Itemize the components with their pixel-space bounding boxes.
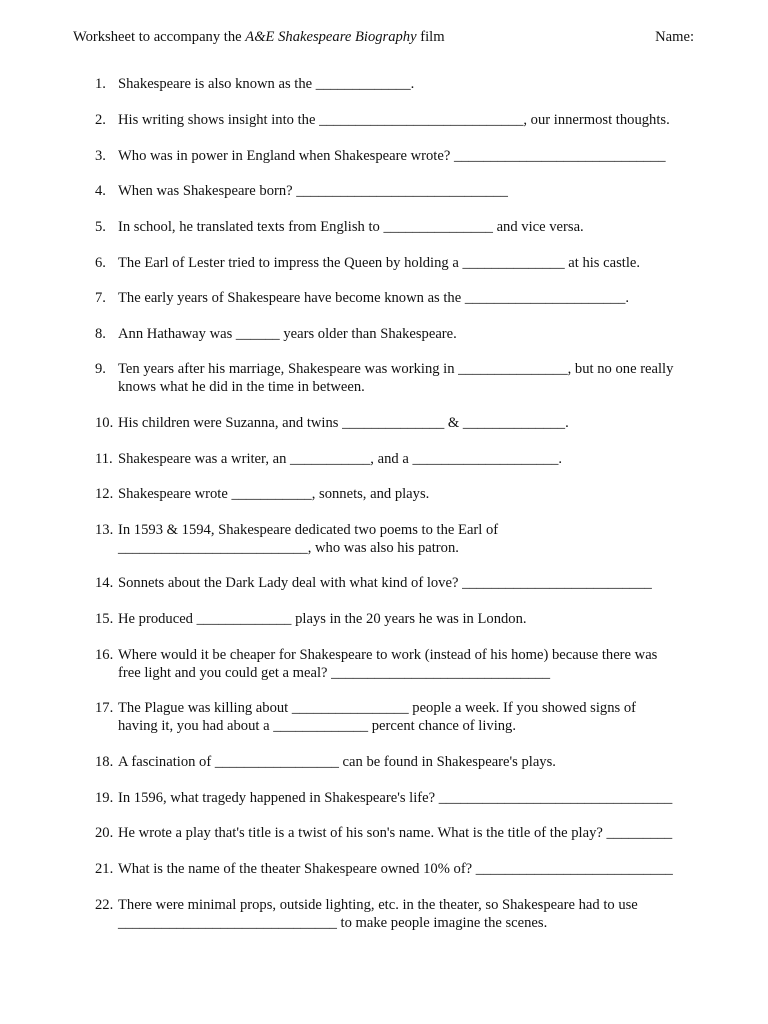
- question-item: [95, 218, 705, 236]
- film-title: A&E Shakespeare Biography: [245, 29, 417, 45]
- title-suffix: film: [416, 29, 445, 45]
- question-number: 7.: [95, 290, 106, 306]
- question-text: Ann Hathaway was ______ years older than Shakespeare.: [118, 326, 457, 342]
- question-item: [95, 521, 705, 557]
- question-number: 11.: [95, 451, 113, 467]
- question-number: 5.: [95, 219, 106, 235]
- question-number: 10.: [95, 415, 114, 431]
- name-label: Name:: [655, 29, 694, 45]
- question-item: [95, 75, 705, 93]
- question-item: [95, 753, 705, 771]
- question-number: 12.: [95, 486, 114, 502]
- question-text: Shakespeare was a writer, an ___________, and a ____________________.: [118, 451, 563, 467]
- question-item: [95, 574, 705, 592]
- question-number: 16.: [95, 647, 114, 663]
- question-text: When was Shakespeare born? _____________________________: [118, 183, 508, 199]
- question-number: 20.: [95, 825, 114, 841]
- question-item: [95, 414, 705, 432]
- question-text: Where would it be cheaper for Shakespeare to work (instead of his home) because there was free light and you could get a meal? ______________________________: [118, 647, 658, 681]
- question-text: The Plague was killing about ________________ people a week. If you showed signs of having it, you had about a _____________ percent chance of living.: [118, 700, 636, 734]
- question-number: 2.: [95, 112, 106, 128]
- worksheet-title: [73, 28, 445, 46]
- question-item: [95, 646, 705, 682]
- question-item: [95, 789, 705, 807]
- question-number: 8.: [95, 326, 106, 342]
- question-text: Ten years after his marriage, Shakespeare was working in _______________, but no one really knows what he did in the time in between.: [118, 361, 674, 395]
- question-number: 19.: [95, 790, 114, 806]
- question-number: 21.: [95, 861, 114, 877]
- question-text: Who was in power in England when Shakespeare wrote? _____________________________: [118, 148, 666, 164]
- question-text: The Earl of Lester tried to impress the Queen by holding a ______________ at his castle.: [118, 255, 641, 271]
- question-text: In school, he translated texts from English to _______________ and vice versa.: [118, 219, 584, 235]
- question-item: [95, 485, 705, 503]
- question-item: [95, 360, 705, 396]
- question-item: [95, 111, 705, 129]
- question-number: 6.: [95, 255, 106, 271]
- question-item: [95, 289, 705, 307]
- question-item: [95, 699, 705, 735]
- question-text: In 1593 & 1594, Shakespeare dedicated two poems to the Earl of __________________________, who was also his patron.: [118, 522, 499, 556]
- question-number: 18.: [95, 754, 114, 770]
- question-number: 9.: [95, 361, 106, 377]
- question-text: The early years of Shakespeare have become known as the ______________________.: [118, 290, 630, 306]
- question-text: His children were Suzanna, and twins ______________ & ______________.: [118, 415, 569, 431]
- question-text: Sonnets about the Dark Lady deal with what kind of love? __________________________: [118, 575, 652, 591]
- question-text: What is the name of the theater Shakespeare owned 10% of? ___________________________: [118, 861, 673, 877]
- title-prefix: Worksheet to accompany the: [73, 29, 246, 45]
- question-number: 14.: [95, 575, 114, 591]
- question-text: He produced _____________ plays in the 20 years he was in London.: [118, 611, 527, 627]
- question-item: [95, 824, 705, 842]
- question-number: 17.: [95, 700, 114, 716]
- question-text: His writing shows insight into the ____________________________, our innermost thoughts.: [118, 112, 670, 128]
- question-number: 13.: [95, 522, 114, 538]
- question-number: 22.: [95, 897, 114, 913]
- question-text: A fascination of _________________ can be found in Shakespeare's plays.: [118, 754, 556, 770]
- question-item: [95, 325, 705, 343]
- question-text: Shakespeare wrote ___________, sonnets, and plays.: [118, 486, 430, 502]
- question-text: In 1596, what tragedy happened in Shakespeare's life? ________________________________: [118, 790, 673, 806]
- question-item: [95, 147, 705, 165]
- question-item: [95, 450, 705, 468]
- question-number: 4.: [95, 183, 106, 199]
- question-number: 15.: [95, 611, 114, 627]
- question-number: 3.: [95, 148, 106, 164]
- question-item: [95, 254, 705, 272]
- question-item: [95, 610, 705, 628]
- worksheet-header: [73, 28, 694, 48]
- question-item: [95, 896, 705, 932]
- question-text: Shakespeare is also known as the _____________.: [118, 76, 415, 92]
- question-text: There were minimal props, outside lighting, etc. in the theater, so Shakespeare had to use ______________________________ to make people imagine the scenes.: [118, 897, 638, 931]
- question-item: [95, 860, 705, 878]
- question-text: He wrote a play that's title is a twist of his son's name. What is the title of the play? _________: [118, 825, 673, 841]
- question-number: 1.: [95, 76, 106, 92]
- question-item: [95, 182, 705, 200]
